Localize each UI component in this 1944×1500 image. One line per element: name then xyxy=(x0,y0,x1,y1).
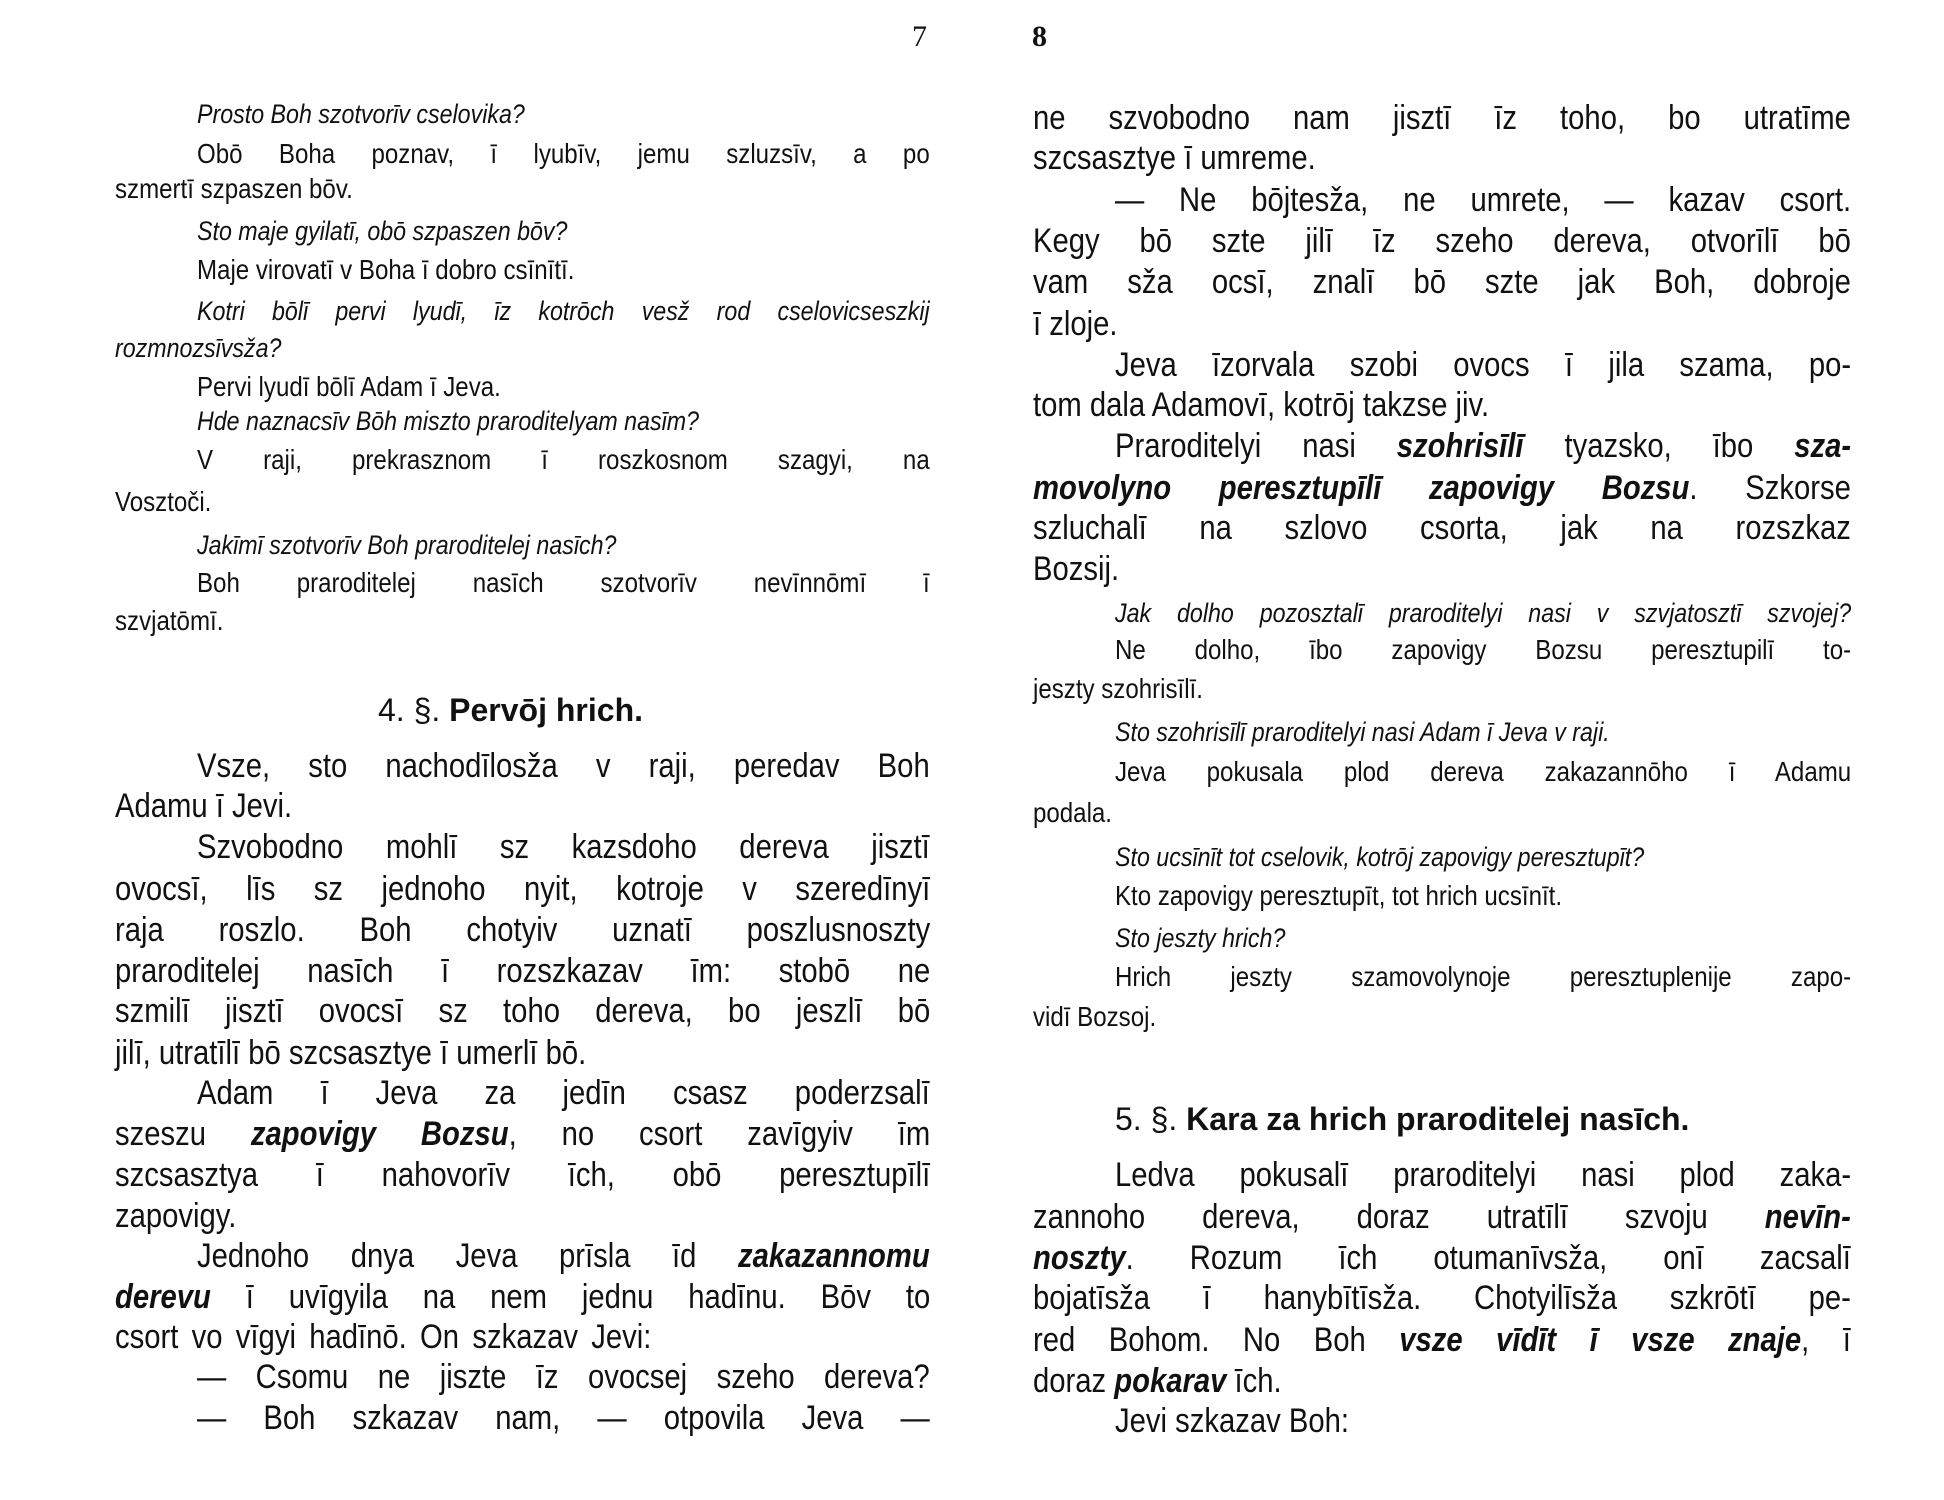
body-line: Adamu ī Jevi. xyxy=(115,787,293,825)
answer-line: jeszty szohrisīlī. xyxy=(1033,673,1203,704)
question: Sto jeszty hrich? xyxy=(1115,923,1286,953)
question: rozmnozsīvsža? xyxy=(115,333,282,363)
answer-line: szvjatōmī. xyxy=(115,605,224,636)
body-line xyxy=(115,1114,930,1154)
answer-line: Kto zapovigy peresztupīt, tot hrich ucsīnīt. xyxy=(1115,880,1563,911)
answer-line: Ne dolho, ībo zapovigy Bozsu peresztupilī to- xyxy=(1115,634,1852,665)
answer-line: Jeva pokusala plod dereva zakazannōho ī Adamu xyxy=(1115,756,1852,787)
body-line xyxy=(1033,1197,1851,1237)
body-line: szluchalī na szlovo csorta, jak na rozszkaz xyxy=(1033,509,1851,547)
text: , ī xyxy=(1801,1321,1851,1359)
question: Jakīmī szotvorīv Boh praroditelej nasīch? xyxy=(197,530,617,560)
body-line: ovocsī, līs sz jednoho nyit, kotroje v szeredīnyī xyxy=(115,870,931,908)
body-line: szmilī jisztī ovocsī sz toho dereva, bo jeszlī bō xyxy=(115,992,931,1030)
body-line: jilī, utratīlī bō szcsasztye ī umerlī bō. xyxy=(115,1034,587,1072)
text: , no csort zavīgyiv īm xyxy=(508,1115,931,1153)
text: Jednoho dnya Jeva prīsla īd xyxy=(197,1237,738,1275)
question: Sto ucsīnīt tot cselovik, kotrōj zapovigy peresztupīt? xyxy=(1115,842,1645,872)
section-heading xyxy=(378,690,643,730)
emphasis: szohrisīlī xyxy=(1396,427,1524,465)
section-title: Kara za hrich praroditelej nasīch. xyxy=(1186,1101,1690,1137)
body-line: csort vo vīgyi hadīnō. On szkazav Jevi: xyxy=(115,1318,652,1356)
section-number: 4. §. xyxy=(378,692,441,728)
body-line: — Boh szkazav nam, — otpovila Jeva — xyxy=(197,1399,930,1437)
emphasis: zapovigy Bozsu xyxy=(250,1115,509,1153)
body-line: Ledva pokusalī praroditelyi nasi plod zaka- xyxy=(1115,1156,1852,1194)
body-line: Kegy bō szte jilī īz szeho dereva, otvorīlī bō xyxy=(1033,222,1851,260)
emphasis: derevu xyxy=(115,1278,211,1316)
body-line xyxy=(115,1277,930,1317)
emphasis: noszty xyxy=(1033,1239,1126,1277)
body-line: praroditelej nasīch ī rozszkazav īm: stobō ne xyxy=(115,952,931,990)
body-line: szcsasztye ī umreme. xyxy=(1033,139,1316,177)
emphasis: zakazannomu xyxy=(737,1237,930,1275)
emphasis: vsze vīdīt ī vsze znaje xyxy=(1399,1321,1802,1359)
text: . Szkorse xyxy=(1689,469,1851,507)
page-number: 8 xyxy=(1032,20,1047,53)
body-line xyxy=(197,1236,930,1276)
body-line: Adam ī Jeva za jedīn csasz poderzsalī xyxy=(197,1074,930,1112)
body-line: Jevi szkazav Boh: xyxy=(1115,1402,1350,1440)
body-line: zapovigy. xyxy=(115,1197,237,1235)
body-line: bojatīsža ī hanybītīsža. Chotyilīsža szkrōtī pe- xyxy=(1033,1279,1851,1317)
page-number: 7 xyxy=(912,20,927,53)
body-line xyxy=(1033,1320,1851,1360)
question: Jak dolho pozosztalī praroditelyi nasi v szvjatosztī szvojej? xyxy=(1115,598,1852,628)
answer-line: Maje virovatī v Boha ī dobro csīnītī. xyxy=(197,254,575,285)
text: ī uvīgyila na nem jednu hadīnu. Bōv to xyxy=(210,1278,931,1316)
body-line xyxy=(1033,1238,1851,1278)
answer-line: Vosztoči. xyxy=(115,486,212,517)
question: Sto szohrisīlī praroditelyi nasi Adam ī Jeva v raji. xyxy=(1115,717,1610,747)
body-line: Vsze, sto nachodīlosža v raji, peredav Boh xyxy=(197,747,930,785)
text: doraz xyxy=(1033,1362,1115,1400)
section-title: Pervōj hrich. xyxy=(449,692,643,728)
text: īch. xyxy=(1226,1362,1282,1400)
emphasis: pokarav xyxy=(1114,1362,1227,1400)
answer-line: Pervi lyudī bōlī Adam ī Jeva. xyxy=(197,371,501,402)
answer-line: szmertī szpaszen bōv. xyxy=(115,173,353,204)
body-line: ī zloje. xyxy=(1033,305,1118,343)
question: Sto maje gyilatī, obō szpaszen bōv? xyxy=(197,216,568,246)
section-number: 5. §. xyxy=(1115,1101,1178,1137)
section-heading xyxy=(1115,1099,1689,1139)
text: zannoho dereva, doraz utratīlī szvoju xyxy=(1033,1198,1765,1236)
body-line: raja roszlo. Boh chotyiv uznatī poszlusnoszty xyxy=(115,911,931,949)
emphasis: nevīn- xyxy=(1764,1198,1851,1236)
question: Kotri bōlī pervi lyudī, īz kotrōch vesž rod cselovicseszkij xyxy=(197,296,930,326)
body-line: Bozsij. xyxy=(1033,550,1120,588)
body-line: tom dala Adamovī, kotrōj takzse jiv. xyxy=(1033,386,1490,424)
body-line: vam sža ocsī, znalī bō szte jak Boh, dobroje xyxy=(1033,263,1851,301)
emphasis: sza- xyxy=(1794,427,1852,465)
text: . Rozum īch otumanīvsža, onī zacsalī xyxy=(1125,1239,1851,1277)
question: Prosto Boh szotvorīv cselovika? xyxy=(197,99,525,129)
body-line: szcsasztya ī nahovorīv īch, obō peresztupīlī xyxy=(115,1156,931,1194)
answer-line: Boh praroditelej nasīch szotvorīv nevīnnōmī ī xyxy=(197,567,930,598)
answer-line: podala. xyxy=(1033,797,1113,828)
body-line: Jeva īzorvala szobi ovocs ī jila szama, po- xyxy=(1115,346,1852,384)
body-line xyxy=(1115,426,1851,466)
body-line xyxy=(1033,468,1851,508)
body-line: ne szvobodno nam jisztī īz toho, bo utratīme xyxy=(1033,99,1851,137)
text: Praroditelyi nasi xyxy=(1115,427,1397,465)
text: red Bohom. No Boh xyxy=(1033,1321,1400,1359)
question: Hde naznacsīv Bōh miszto praroditelyam nasīm? xyxy=(197,406,700,436)
body-line: Szvobodno mohlī sz kazsdoho dereva jisztī xyxy=(197,828,930,866)
answer-line: Hrich jeszty szamovolynoje peresztuplenije zapo- xyxy=(1115,961,1852,992)
answer-line: Obō Boha poznav, ī lyubīv, jemu szluzsīv, a po xyxy=(197,138,930,169)
emphasis: movolyno peresztupīlī zapovigy Bozsu xyxy=(1033,469,1690,507)
body-line: — Ne bōjtesža, ne umrete, — kazav csort. xyxy=(1115,181,1852,219)
body-line xyxy=(1033,1361,1851,1401)
body-line: — Csomu ne jiszte īz ovocsej szeho dereva? xyxy=(197,1358,930,1396)
text: szeszu xyxy=(115,1115,251,1153)
answer-line: V raji, prekrasznom ī roszkosnom szagyi, na xyxy=(197,444,930,475)
text: tyazsko, ībo xyxy=(1523,427,1795,465)
answer-line: vidī Bozsoj. xyxy=(1033,1001,1157,1032)
